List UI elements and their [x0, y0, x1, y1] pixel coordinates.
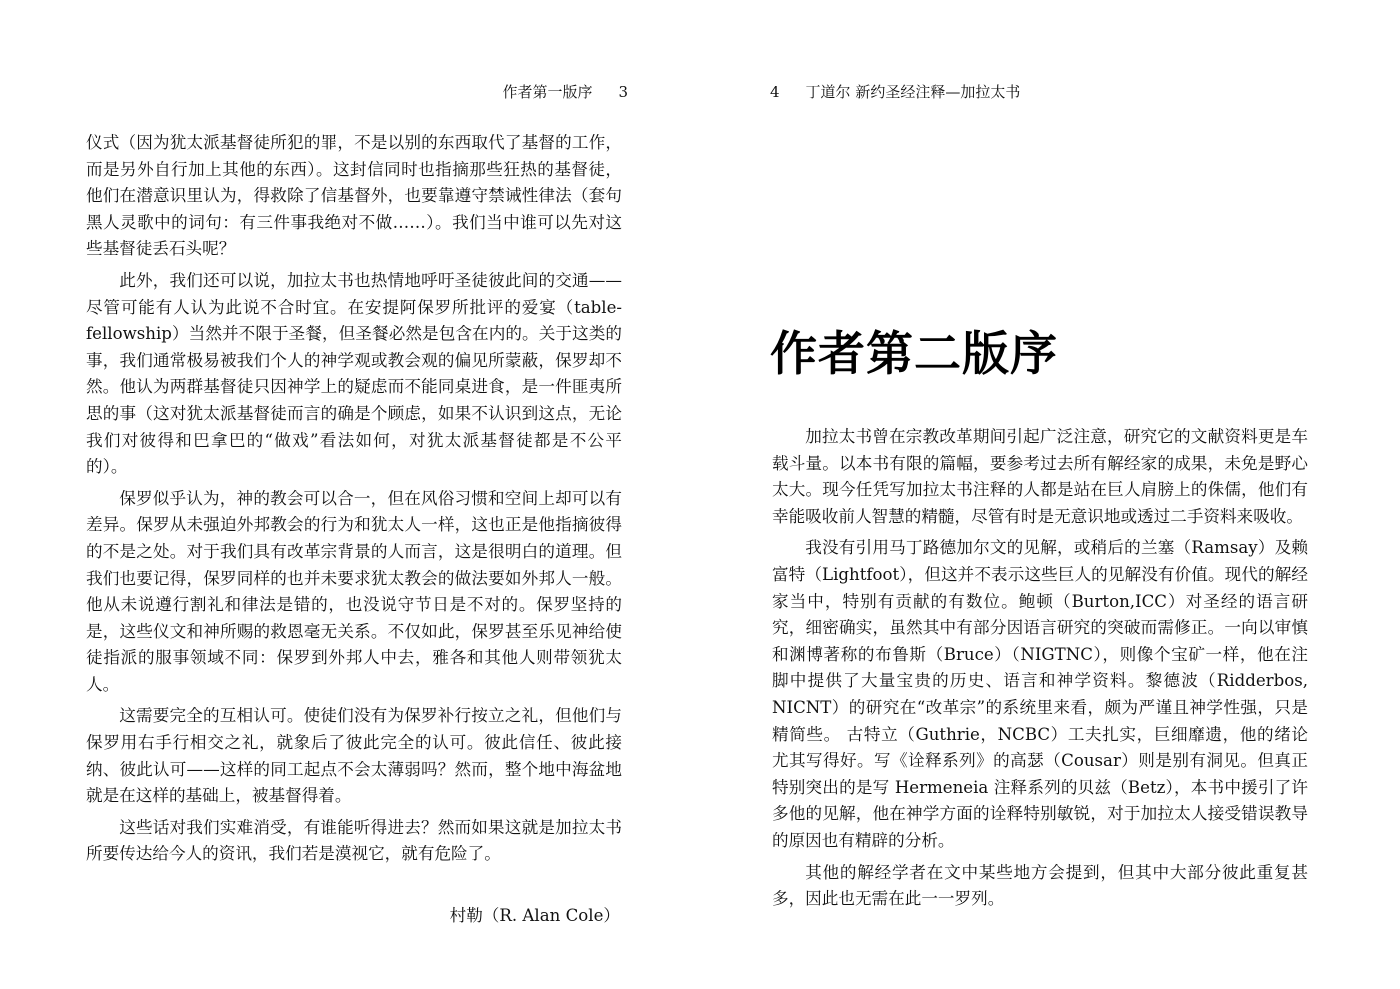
paragraph: 此外，我们还可以说，加拉太书也热情地呼吁圣徒彼此间的交通——尽管可能有人认为此说不合时宜。在安提阿保罗所批评的爱宴（table-fellowship）当然并不限于圣餐，但圣餐必然是包含在内的。关于这类的事，我们通常极易被我们个人的神学观或教会观的偏见所蒙蔽，保罗却不然。他认为两群基督徒只因神学上的疑虑而不能同桌进食，是一件匪夷所思的事（这对犹太派基督徒而言的确是个顾虑，如果不认识到这点，无论我们对彼得和巴拿巴的“做戏”看法如何，对犹太派基督徒都是不公平的）。	[86, 270, 622, 477]
left-header-title: 作者第一版序	[502, 83, 593, 101]
left-page-number: 3	[618, 83, 628, 101]
right-page-number: 4	[770, 83, 780, 101]
paragraph: 加拉太书曾在宗教改革期间引起广泛注意，研究它的文献资料更是车载斗量。以本书有限的篇幅，要参考过去所有解经家的成果，未免是野心太大。现今任凭写加拉太书注释的人都是站在巨人肩膀上的侏儒，他们有幸能吸收前人智慧的精髓，尽管有时是无意识地或透过二手资料来吸收。	[772, 427, 1308, 526]
right-page	[700, 0, 1400, 989]
right-header-title: 丁道尔 新约圣经注释—加拉太书	[805, 83, 1021, 101]
paragraph: 保罗似乎认为，神的教会可以合一，但在风俗习惯和空间上却可以有差异。保罗从未强迫外邦教会的行为和犹太人一样，这也正是他指摘彼得的不是之处。对于我们具有改革宗背景的人而言，这是很明白的道理。但我们也要记得，保罗同样的也并未要求犹太教会的做法要如外邦人一般。他从未说遵行割礼和律法是错的，也没说守节日是不对的。保罗坚持的是，这些仪文和神所赐的救恩毫无关系。不仅如此，保罗甚至乐见神给使徒指派的服事领域不同：保罗到外邦人中去，雅各和其他人则带领犹太人。	[86, 488, 622, 694]
paragraph: 其他的解经学者在文中某些地方会提到，但其中大部分彼此重复甚多，因此也无需在此一一罗列。	[772, 862, 1308, 909]
right-running-header	[770, 82, 1020, 102]
paragraph: 仪式（因为犹太派基督徒所犯的罪，不是以别的东西取代了基督的工作，而是另外自行加上其他的东西）。这封信同时也指摘那些狂热的基督徒，他们在潜意识里认为，得救除了信基督外，也要靠遵守禁诫性律法（套句黑人灵歌中的词句：有三件事我绝对不做……）。我们当中谁可以先对这些基督徒丢石头呢？	[86, 133, 622, 259]
paragraph: 这些话对我们实难消受，有谁能听得进去？然而如果这就是加拉太书所要传达给今人的资讯，我们若是漠视它，就有危险了。	[86, 817, 622, 864]
left-body-text	[86, 130, 622, 873]
right-body-text	[772, 424, 1308, 918]
author-signature: 村勒（R. Alan Cole）	[449, 906, 620, 925]
paragraph: 我没有引用马丁路德加尔文的见解，或稍后的兰塞（Ramsay）及赖富特（Lightfoot），但这并不表示这些巨人的见解没有价值。现代的解经家当中，特别有贡献的有数位。鲍顿（Burton,ICC）对圣经的语言研究，细密确实，虽然其中有部分因语言研究的突破而需修正。一向以审慎和渊博著称的布鲁斯（Bruce）（NIGTNC），则像个宝矿一样，他在注脚中提供了大量宝贵的历史、语言和神学资料。黎德波（Ridderbos, NICNT）的研究在“改革宗”的系统里来看，颇为严谨且神学性强，只是精简些。 古特立（Guthrie，NCBC）工夫扎实，巨细靡遗，他的绪论尤其写得好。写《诠释系列》的高瑟（Cousar）则是别有洞见。但真正特别突出的是写 Hermeneia 注释系列的贝兹（Betz），本书中援引了许多他的见解，他在神学方面的诠释特别敏锐，对于加拉太人接受错误教导的原因也有精辟的分析。	[772, 538, 1308, 850]
paragraph: 这需要完全的互相认可。使徒们没有为保罗补行按立之礼，但他们与保罗用右手行相交之礼，就象后了彼此完全的认可。彼此信任、彼此接纳、彼此认可——这样的同工起点不会太薄弱吗？然而，整个地中海盆地就是在这样的基础上，被基督得着。	[86, 706, 622, 806]
chapter-title: 作者第二版序	[770, 327, 1058, 383]
left-running-header	[502, 82, 628, 102]
